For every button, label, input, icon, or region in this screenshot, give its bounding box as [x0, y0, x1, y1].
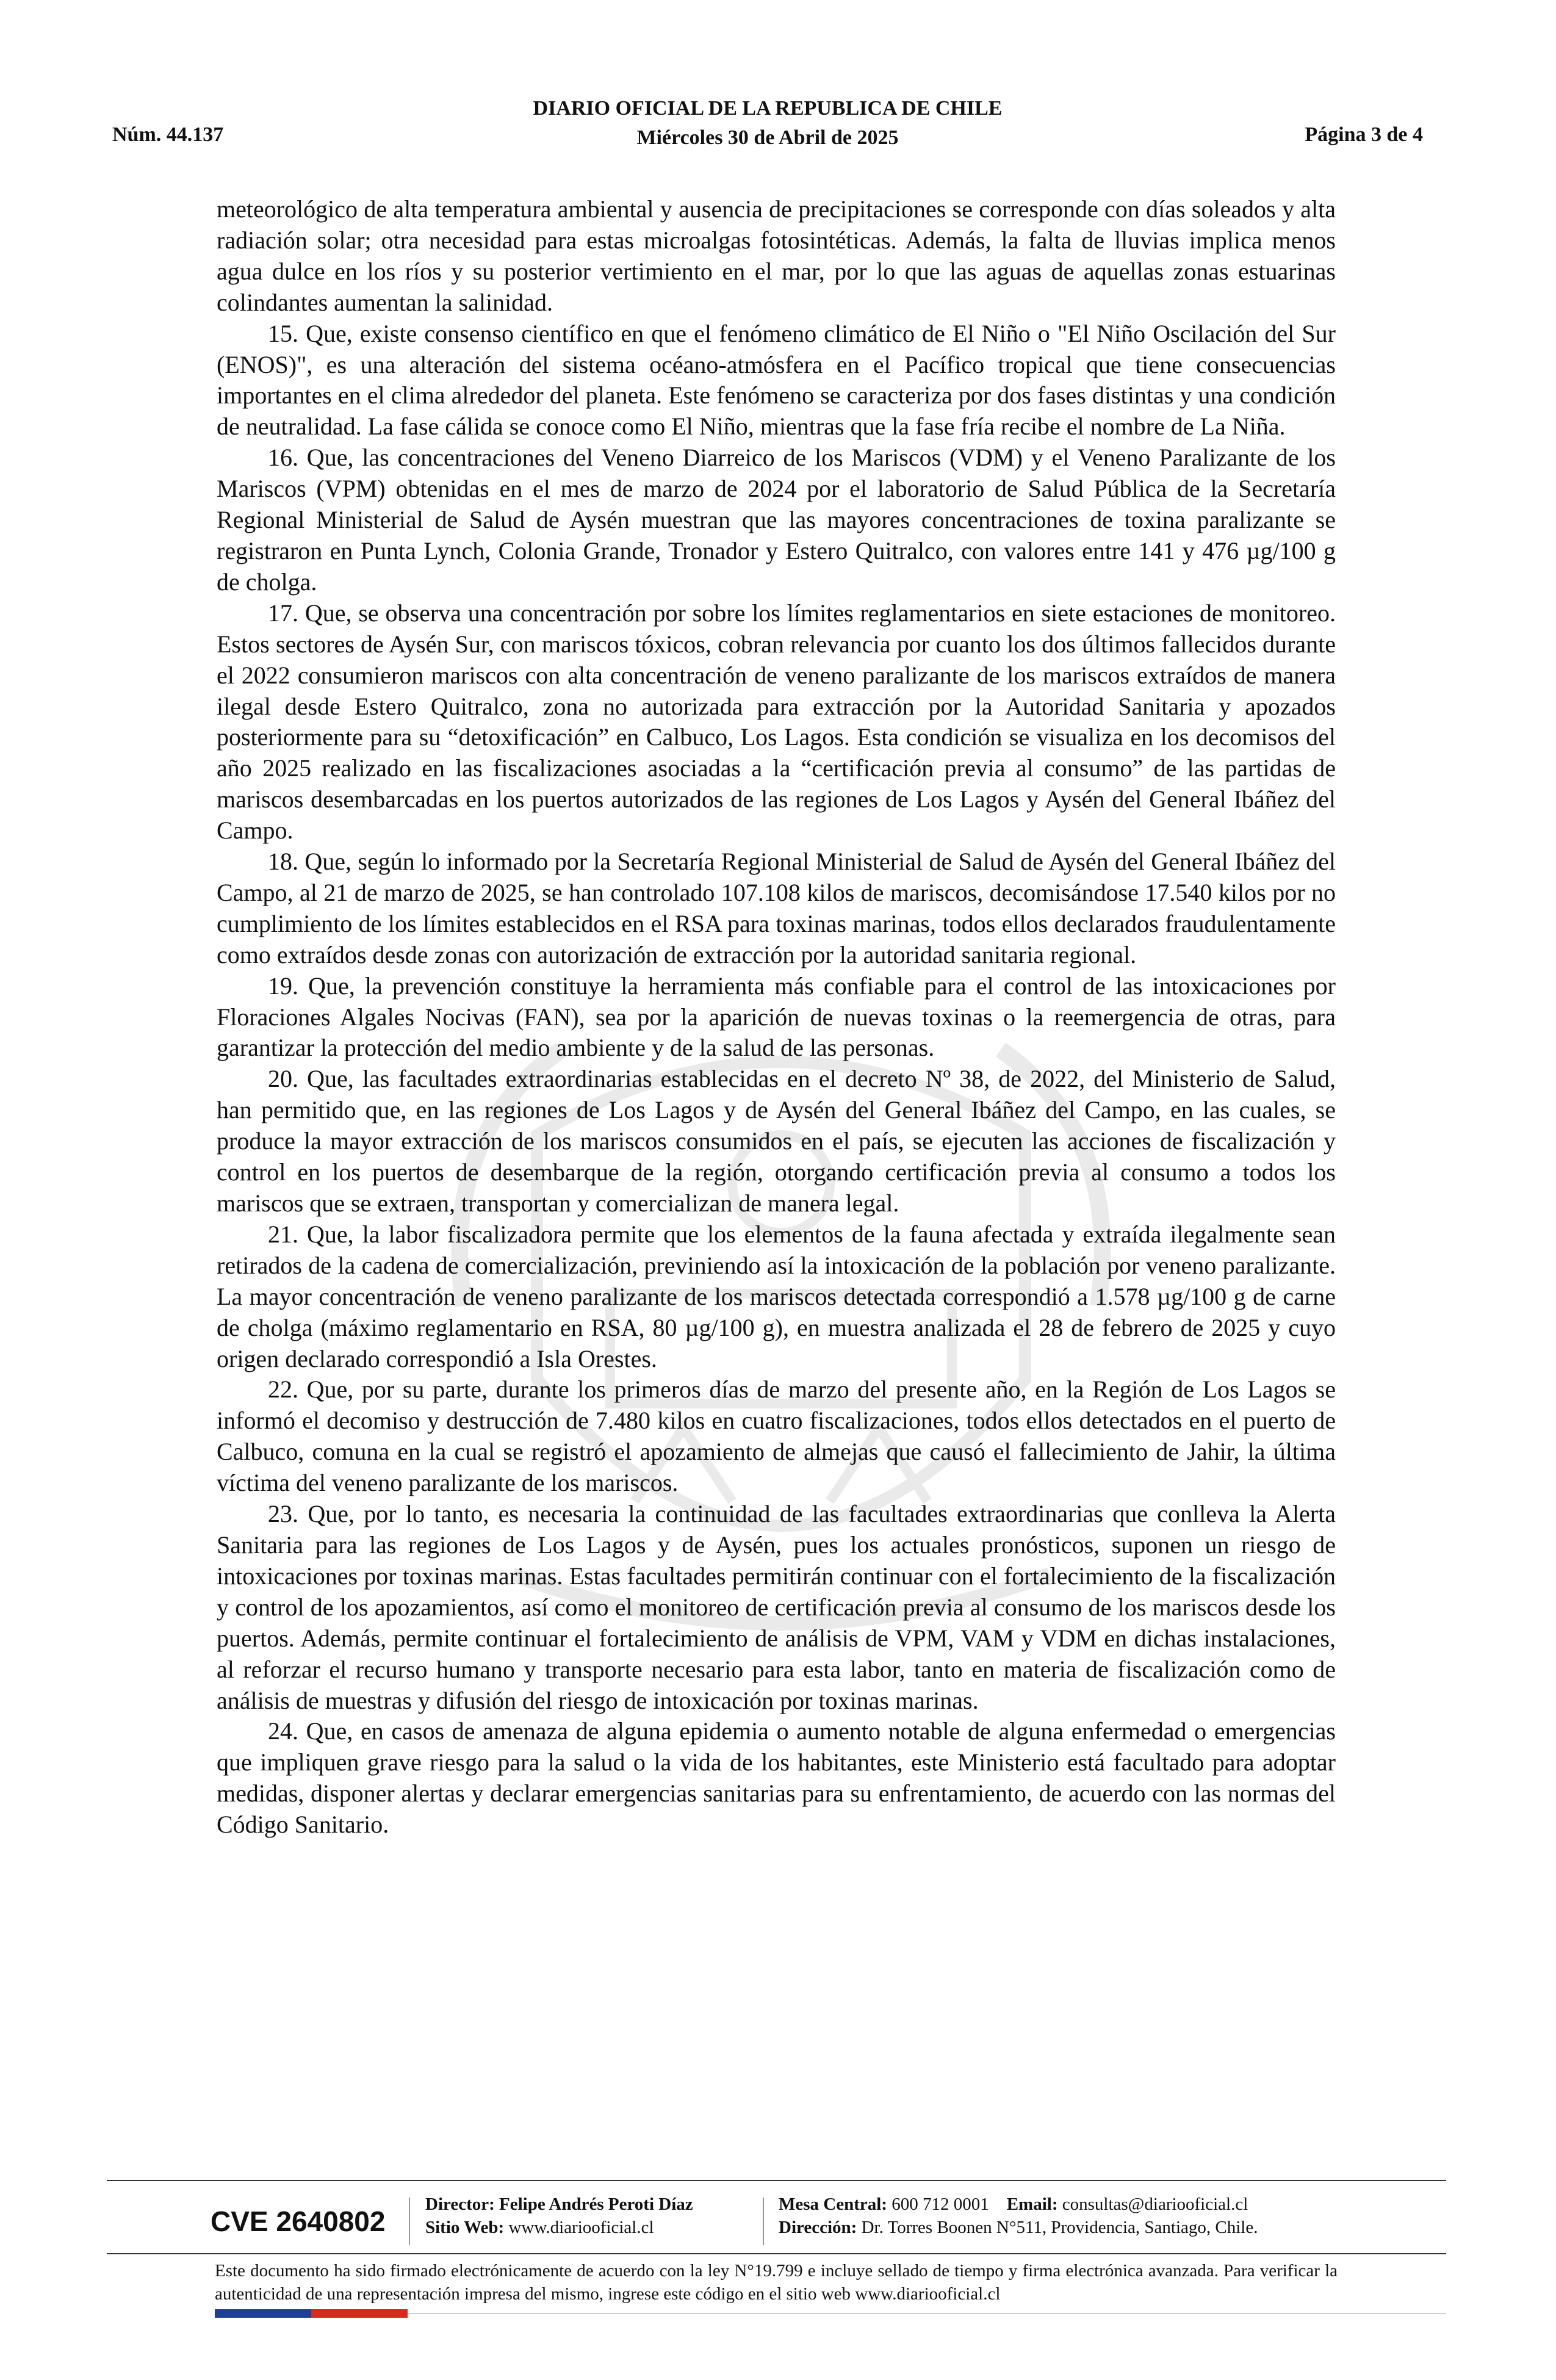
- issue-number: Núm. 44.137: [112, 123, 224, 146]
- director-name: Felipe Andrés Peroti Díaz: [499, 2194, 693, 2214]
- paragraph-16: 16. Que, las concentraciones del Veneno Diarreico de los Mariscos (VDM) y el Veneno Paralizante de los Mariscos (VPM) obtenidas en el mes de marzo de 2024 por el laboratorio de Salud Pública de la Secretaría Regional Ministerial de Salud de Aysén muestran que las mayores concentraciones de toxina paralizante se registraron en Punta Lynch, Colonia Grande, Tronador y Estero Quitralco, con valores entre 141 y 476 µg/100 g de cholga.: [217, 444, 1336, 596]
- publication-date: Miércoles 30 de Abril de 2025: [636, 126, 899, 149]
- page-indicator: Página 3 de 4: [1305, 123, 1423, 146]
- site-url[interactable]: www.diariooficial.cl: [508, 2218, 654, 2237]
- paragraph-24: 24. Que, en casos de amenaza de alguna epidemia o aumento notable de alguna enfermedad o emergencias que impliquen grave riesgo para la salud o la vida de los habitantes, este Ministerio está facultado para adoptar medidas, disponer alertas y declarar emergencias sanitarias para su enfrentamiento, de acuerdo con las normas del Código Sanitario.: [217, 1717, 1336, 1839]
- site-label: Sitio Web:: [425, 2218, 505, 2237]
- publication-title: DIARIO OFICIAL DE LA REPUBLICA DE CHILE: [533, 97, 1003, 120]
- director-label: Director:: [425, 2194, 495, 2214]
- document-body: [217, 194, 1336, 1841]
- email-address[interactable]: consultas@diariooficial.cl: [1062, 2194, 1248, 2214]
- paragraph-17: 17. Que, se observa una concentración por sobre los límites reglamentarios en siete estaciones de monitoreo. Estos sectores de Aysén Sur, con mariscos tóxicos, cobran relevancia por cuanto los dos últimos fallecidos durante el 2022 consumieron mariscos con alta concentración de veneno paralizante de los mariscos extraídos de manera ilegal desde Estero Quitralco, zona no autorizada para extracción por la Autoridad Sanitaria y apozados posteriormente para su “detoxificación” en Calbuco, Los Lagos. Esta condición se visualiza en los decomisos del año 2025 realizado en las fiscalizaciones asociadas a la “certificación previa al consumo” de las partidas de mariscos desembarcadas en los puertos autorizados de las regiones de Los Lagos y Aysén del General Ibáñez del Campo.: [217, 599, 1336, 845]
- paragraph-23: 23. Que, por lo tanto, es necesaria la continuidad de las facultades extraordinarias que conlleva la Alerta Sanitaria para las regiones de Los Lagos y de Aysén, pues los actuales pronósticos, suponen un riesgo de intoxicaciones por toxinas marinas. Estas facultades permitirán continuar con el fortalecimiento de la fiscalización y control de los apozamientos, así como el monitoreo de certificación previa al consumo de los mariscos desde los puertos. Además, permite continuar el fortalecimiento de análisis de VPM, VAM y VDM en dichas instalaciones, al reforzar el recurso humano y transporte necesario para esta labor, tanto en materia de fiscalización como de análisis de muestras y difusión del riesgo de intoxicación por toxinas marinas.: [217, 1500, 1336, 1714]
- footer-director-col: [425, 2193, 693, 2239]
- flag-red-band: [311, 2309, 408, 2318]
- header-center: [112, 94, 1423, 153]
- page-header: [112, 92, 1423, 153]
- footer-top-rule: [107, 2180, 1446, 2181]
- footer-contact-col: [779, 2193, 1258, 2239]
- paragraph-18: 18. Que, según lo informado por la Secretaría Regional Ministerial de Salud de Aysén del General Ibáñez del Campo, al 21 de marzo de 2025, se han controlado 107.108 kilos de mariscos, decomisándose 17.540 kilos por no cumplimiento de los límites establecidos en el RSA para toxinas marinas, todos ellos declarados fraudulentamente como extraídos desde zonas con autorización de extracción por la autoridad sanitaria regional.: [217, 848, 1336, 968]
- cve-code: CVE 2640802: [211, 2205, 386, 2237]
- footer-divider: [409, 2198, 410, 2245]
- paragraph-21: 21. Que, la labor fiscalizadora permite que los elementos de la fauna afectada y extraída ilegalmente sean retirados de la cadena de comercialización, previniendo así la intoxicación de la población por veneno paralizante. La mayor concentración de veneno paralizante de los mariscos detectada correspondió a 1.578 µg/100 g de carne de cholga (máximo reglamentario en RSA, 80 µg/100 g), en muestra analizada el 28 de febrero de 2025 y cuyo origen declarado correspondió a Isla Orestes.: [217, 1220, 1336, 1372]
- paragraph-20: 20. Que, las facultades extraordinarias establecidas en el decreto Nº 38, de 2022, del Ministerio de Salud, han permitido que, en las regiones de Los Lagos y de Aysén del General Ibáñez del Campo, en las cuales, se produce la mayor extracción de los mariscos consumidos en el país, se ejecuten las acciones de fiscalización y control en los puertos de desembarque de la región, otorgando certificación previa al consumo a todos los mariscos que se extraen, transportan y comercializan de manera legal.: [217, 1065, 1336, 1217]
- email-label: Email:: [1006, 2194, 1058, 2214]
- footer-divider: [763, 2198, 764, 2245]
- paragraph-continuation: meteorológico de alta temperatura ambiental y ausencia de precipitaciones se corresponde con días soleados y alta radiación solar; otra necesidad para estas microalgas fotosintéticas. Además, la falta de lluvias implica menos agua dulce en los ríos y su posterior vertimiento en el mar, por lo que las aguas de aquellas zonas estuarinas colindantes aumentan la salinidad.: [217, 195, 1336, 316]
- footer-bottom-rule: [107, 2253, 1446, 2254]
- address-value: Dr. Torres Boonen N°511, Providencia, Santiago, Chile.: [861, 2218, 1258, 2237]
- address-label: Dirección:: [779, 2218, 857, 2237]
- phone-label: Mesa Central:: [779, 2194, 887, 2214]
- paragraph-15: 15. Que, existe consenso científico en que el fenómeno climático de El Niño o "El Niño Oscilación del Sur (ENOS)", es una alteración del sistema océano-atmósfera en el Pacífico tropical que tiene consecuencias importantes en el clima alrededor del planeta. Este fenómeno se caracteriza por dos fases distintas y una condición de neutralidad. La fase cálida se conoce como El Niño, mientras que la fase fría recibe el nombre de La Niña.: [217, 319, 1336, 441]
- page-footer: [107, 2187, 1446, 2254]
- paragraph-22: 22. Que, por su parte, durante los primeros días de marzo del presente año, en la Región de Los Lagos se informó el decomiso y destrucción de 7.480 kilos en cuatro fiscalizaciones, todos ellos detectados en el puerto de Calbuco, comuna en la cual se registró el apozamiento de almejas que causó el fallecimiento de Jahir, la última víctima del veneno paralizante de los mariscos.: [217, 1376, 1336, 1497]
- paragraph-19: 19. Que, la prevención constituye la herramienta más confiable para el control de las intoxicaciones por Floraciones Algales Nocivas (FAN), sea por la aparición de nuevas toxinas o la reemergencia de otras, para garantizar la protección del medio ambiente y de la salud de las personas.: [217, 972, 1336, 1062]
- flag-blue-band: [215, 2309, 311, 2318]
- phone-number: 600 712 0001: [891, 2194, 989, 2214]
- signature-disclaimer: Este documento ha sido firmado electrónicamente de acuerdo con la ley N°19.799 e incluye sellado de tiempo y firma electrónica avanzada. Para verificar la autenticidad de una representación impresa del mismo, ingrese este código en el sitio web www.diariooficial.cl: [215, 2261, 1338, 2304]
- chile-flag-stripe: [215, 2309, 408, 2318]
